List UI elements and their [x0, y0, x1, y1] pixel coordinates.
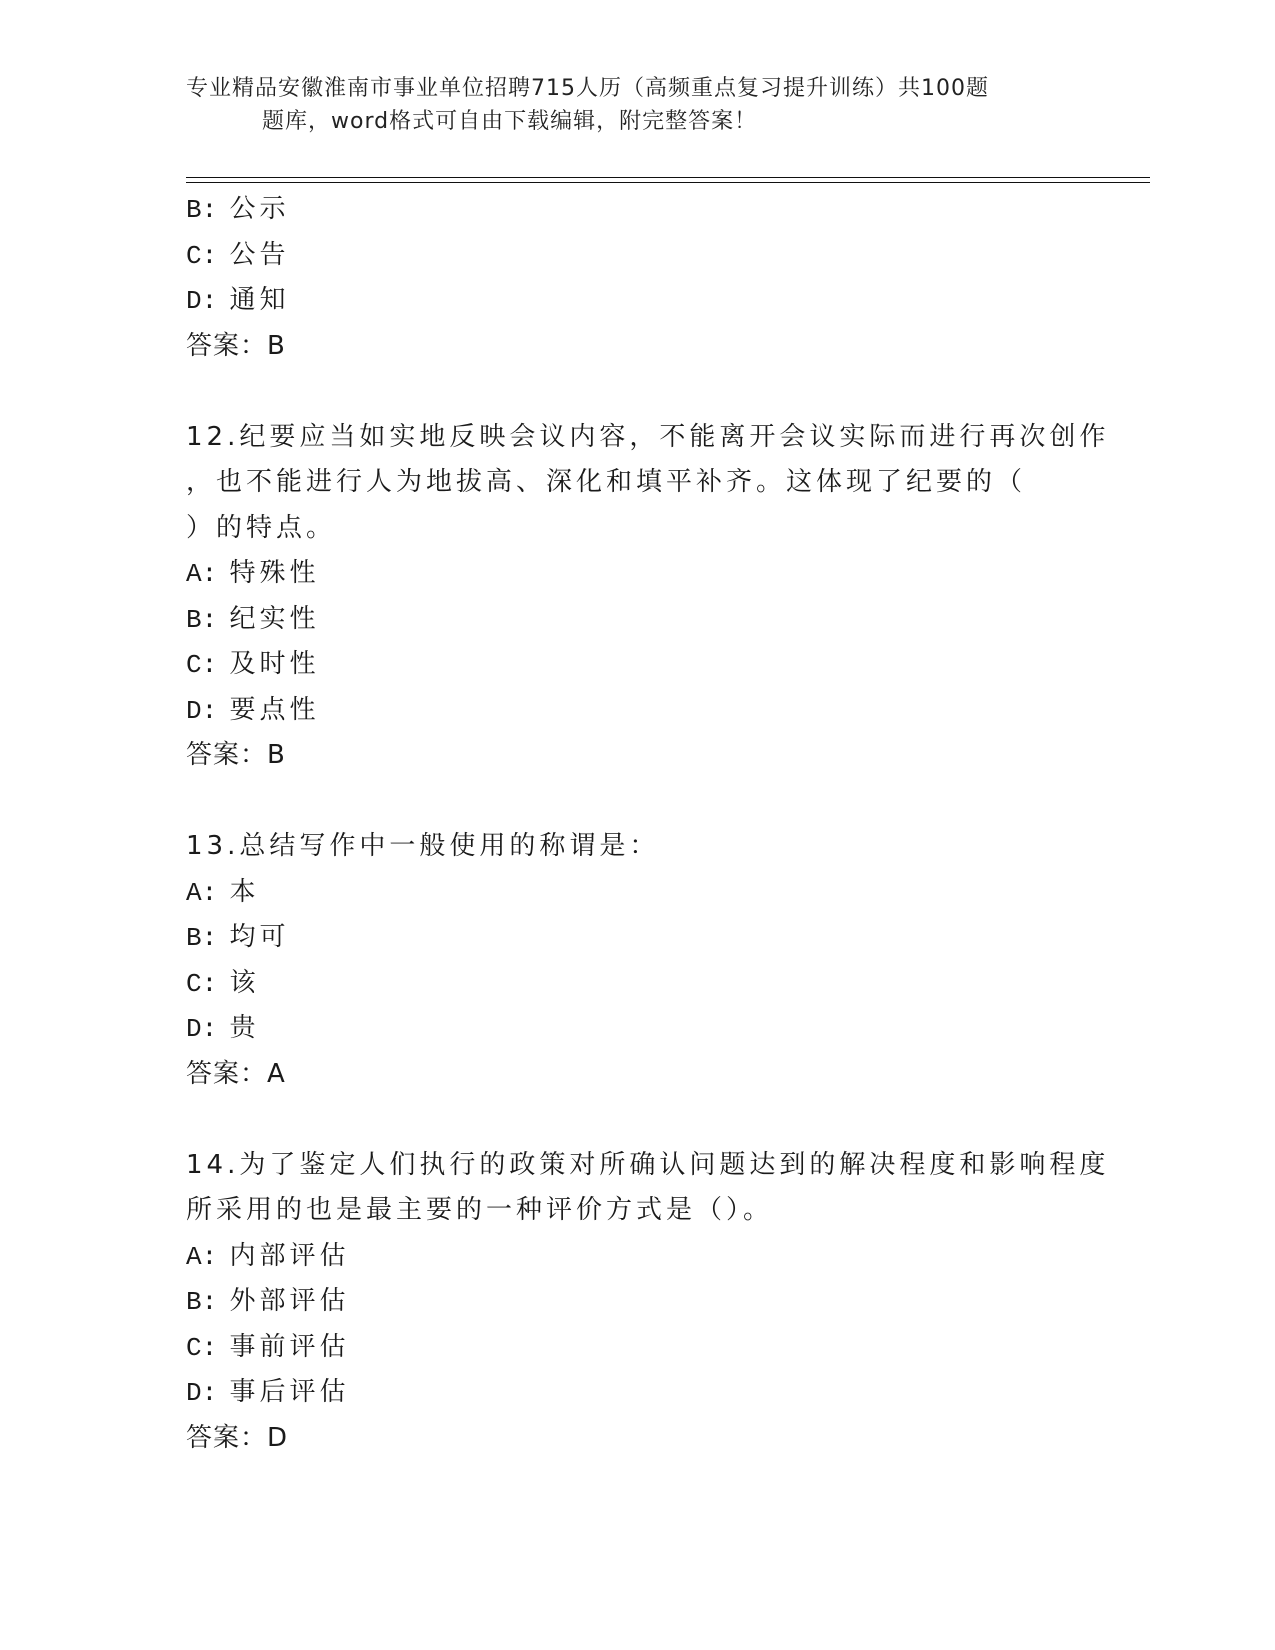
option-key: A: [186, 877, 218, 908]
option-key: C: [186, 240, 218, 271]
option-row [186, 551, 1086, 597]
question-text-line: 14.为了鉴定人们执行的政策对所确认问题达到的解决程度和影响程度 [186, 1149, 1110, 1180]
option-text: 特殊性 [229, 558, 320, 588]
question-block [186, 415, 1110, 779]
option-text: 内部评估 [229, 1240, 350, 1271]
document-body [186, 187, 1110, 1461]
option-row [186, 1234, 1086, 1280]
option-key: D: [186, 286, 218, 316]
option-text: 及时性 [229, 649, 320, 679]
header-line-2: 题库，word格式可自由下载编辑，附完整答案！ [262, 109, 758, 134]
option-text: 事后评估 [229, 1377, 350, 1407]
option-row [186, 233, 1086, 279]
option-row [186, 597, 1086, 643]
option-key: D: [186, 1014, 218, 1044]
option-key: A: [186, 559, 218, 589]
option-key: C: [186, 1332, 218, 1363]
option-row [186, 688, 1086, 734]
option-key: D: [186, 1378, 218, 1408]
answer-line: 答案：D [186, 1422, 289, 1453]
option-row [186, 1325, 1086, 1371]
option-key: D: [186, 695, 218, 726]
header-divider-bottom [186, 182, 1150, 183]
answer-line: 答案：B [186, 740, 286, 770]
option-text: 纪实性 [229, 603, 320, 634]
question-text-line: ）的特点。 [186, 512, 337, 543]
option-row [186, 187, 1086, 233]
answer-line: 答案：B [186, 330, 286, 361]
option-key: C: [186, 968, 218, 999]
document-header [186, 72, 1076, 138]
header-divider-top [186, 177, 1150, 178]
option-key: C: [186, 650, 218, 680]
option-row [186, 1370, 1086, 1416]
option-text: 公示 [229, 194, 290, 224]
question-text-line: ，也不能进行人为地拔高、深化和填平补齐。这体现了纪要的（ [186, 467, 1027, 497]
option-text: 通知 [229, 285, 290, 315]
option-row [186, 642, 1086, 688]
option-text: 均可 [229, 922, 290, 952]
option-key: B: [186, 604, 218, 635]
option-text: 本 [229, 876, 260, 907]
carryover-block [186, 187, 1086, 369]
option-key: B: [186, 195, 218, 225]
question-block [186, 824, 1086, 1097]
option-row [186, 870, 1086, 916]
question-text-line: 所采用的也是最主要的一种评价方式是（）。 [186, 1195, 774, 1225]
question-block [186, 1143, 1110, 1462]
option-text: 该 [229, 967, 260, 998]
option-row [186, 278, 1086, 324]
question-text-line: 12.纪要应当如实地反映会议内容，不能离开会议实际而进行再次创作 [186, 421, 1110, 452]
option-key: B: [186, 923, 218, 953]
header-line-1: 专业精品安徽淮南市事业单位招聘715人历（高频重点复习提升训练）共100题 [186, 76, 989, 101]
option-key: A: [186, 1241, 218, 1272]
option-text: 贵 [229, 1013, 260, 1043]
option-key: B: [186, 1287, 218, 1317]
option-row [186, 961, 1086, 1007]
question-text-line: 13.总结写作中一般使用的称谓是： [186, 831, 660, 861]
answer-line: 答案：A [186, 1058, 286, 1089]
option-text: 事前评估 [229, 1331, 350, 1362]
option-row [186, 1006, 1086, 1052]
option-row [186, 1279, 1086, 1325]
option-text: 外部评估 [229, 1286, 350, 1316]
option-row [186, 915, 1086, 961]
option-text: 公告 [229, 239, 290, 270]
option-text: 要点性 [229, 694, 320, 725]
